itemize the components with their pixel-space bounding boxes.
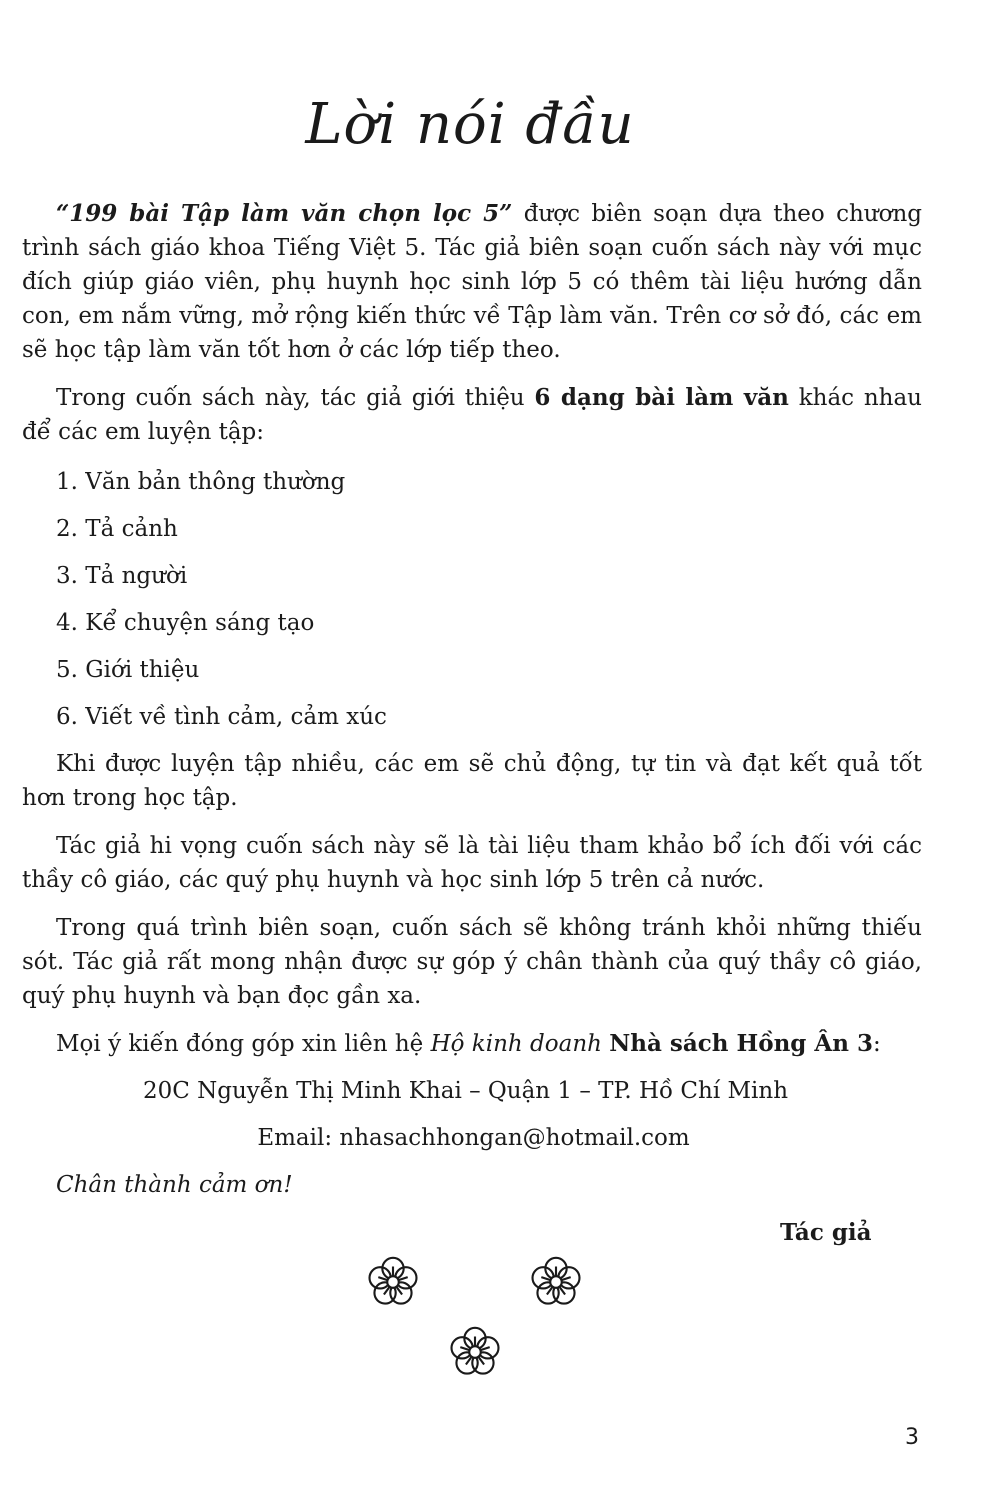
intro-text: được biên soạn dựa theo chương trình sách giáo khoa Tiếng Việt 5. Tác giả biên soạn cuốn sách này với mục đích giúp giáo viên, phụ huynh học sinh lớp 5 có thêm tài liệu hướng dẫn con, em nắm vững, mở rộng kiến thức về Tập làm văn. Trên cơ sở đó, các em sẽ học tập làm văn tốt hơn ở các lớp tiếp theo.	[22, 201, 922, 363]
flower-icon	[364, 1253, 422, 1311]
contact-italic: Hộ kinh doanh	[430, 1031, 602, 1057]
list-item: 1. Văn bản thông thường	[56, 469, 346, 495]
flower-icon	[446, 1323, 504, 1381]
types-intro-paragraph	[22, 381, 922, 449]
hope-paragraph	[22, 829, 922, 897]
contact-before: Mọi ý kiến đóng góp xin liên hệ	[56, 1031, 431, 1057]
practice-paragraph	[22, 747, 922, 815]
book-title: “199 bài Tập làm văn chọn lọc 5”	[56, 200, 513, 227]
list-item: 3. Tả người	[56, 563, 188, 589]
types-intro-before: Trong cuốn sách này, tác giả giới thiệu	[56, 385, 535, 411]
contact-paragraph	[22, 1027, 922, 1061]
publisher-name: Nhà sách Hồng Ân 3	[609, 1030, 873, 1057]
intro-paragraph	[22, 197, 922, 367]
list-item: 4. Kể chuyện sáng tạo	[56, 610, 315, 636]
page-number: 3	[905, 1425, 919, 1450]
page-title: Lời nói đầu	[305, 92, 635, 157]
closing-line: Chân thành cảm ơn!	[56, 1172, 293, 1198]
address-line: 20C Nguyễn Thị Minh Khai – Quận 1 – TP. Hồ Chí Minh	[142, 1078, 789, 1104]
list-item: 6. Viết về tình cảm, cảm xúc	[56, 704, 387, 730]
feedback-paragraph	[22, 911, 922, 1013]
flower-icon	[527, 1253, 585, 1311]
practice-text: Khi được luyện tập nhiều, các em sẽ chủ động, tự tin và đạt kết quả tốt hơn trong học tập.	[22, 751, 922, 811]
types-intro-after: khác nhau để các em luyện tập:	[22, 385, 922, 445]
contact-after: :	[872, 1031, 881, 1057]
types-intro-bold: 6 dạng bài làm văn	[534, 384, 789, 411]
list-item: 5. Giới thiệu	[56, 657, 200, 683]
feedback-text: Trong quá trình biên soạn, cuốn sách sẽ không tránh khỏi những thiếu sót. Tác giả rất mong nhận được sự góp ý chân thành của quý thầy cô giáo, quý phụ huynh và bạn đọc gần xa.	[22, 915, 922, 1009]
email-line: Email: nhasachhongan@hotmail.com	[257, 1125, 690, 1151]
types-list	[56, 465, 387, 747]
hope-text: Tác giả hi vọng cuốn sách này sẽ là tài liệu tham khảo bổ ích đối với các thầy cô giáo, các quý phụ huynh và học sinh lớp 5 trên cả nước.	[22, 833, 922, 893]
list-item: 2. Tả cảnh	[56, 516, 178, 542]
author-signature: Tác giả	[780, 1219, 872, 1246]
